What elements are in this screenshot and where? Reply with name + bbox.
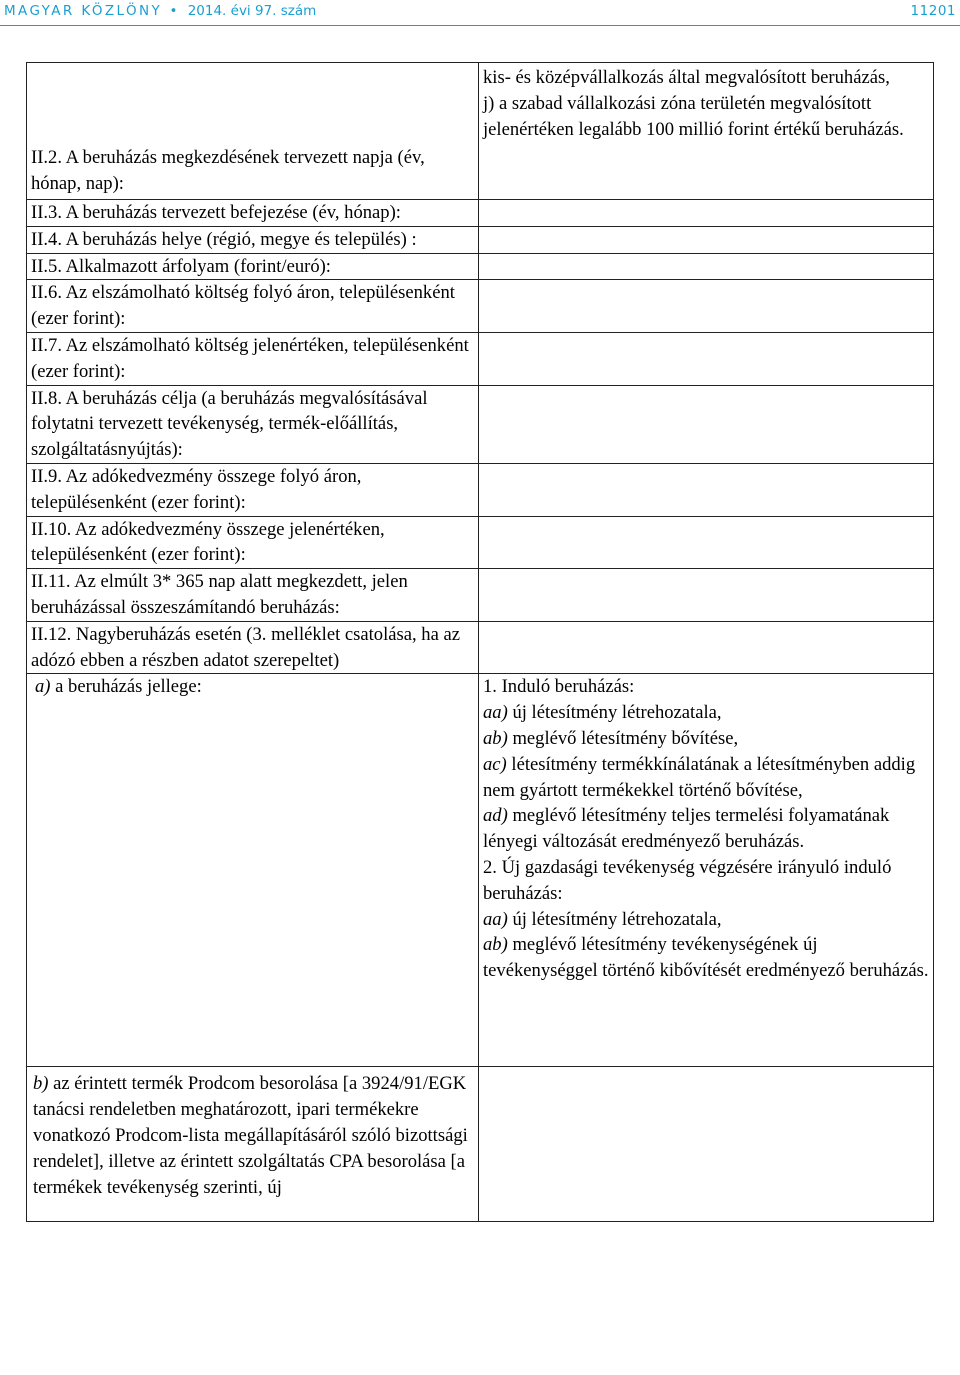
item-text: a beruházás jellege:	[50, 676, 202, 698]
form-label-cell	[27, 621, 479, 674]
form-value-cell[interactable]	[479, 569, 934, 622]
field-label-jellege	[31, 674, 474, 700]
item-text: 1. Induló beruházás:	[483, 676, 635, 698]
item-marker: aa)	[483, 702, 508, 724]
field-label-ii8: II.8. A beruházás célja (a beruházás megvalósításával folytatni tervezett tevékenység, termék-előállítás, szolgáltatásnyújtás):	[31, 387, 428, 461]
item-text: új létesítmény létrehozatala,	[507, 908, 722, 930]
table-row	[27, 463, 934, 516]
form-value-cell[interactable]	[479, 226, 934, 253]
field-label-prodcom	[31, 1071, 474, 1200]
list-item	[483, 726, 929, 752]
table-row	[27, 280, 934, 333]
list-item	[483, 932, 929, 984]
item-text: az érintett termék Prodcom besorolása [a 3924/91/EGK tanácsi rendeletben meghatározott, ipari termékekre vonatkozó Prodcom-lista megállapításáról szóló bizottsági rendelet], illetve az érintett szolgáltatás CPA besorolása [a termékek tevékenység szerinti, új	[33, 1073, 468, 1198]
form-value-cell[interactable]	[479, 280, 934, 333]
form-label-cell	[27, 1067, 479, 1222]
form-label-cell	[27, 200, 479, 227]
field-label-ii9: II.9. Az adókedvezmény összege folyó áron, településenként (ezer forint):	[31, 465, 362, 513]
list-item	[483, 752, 929, 804]
table-row	[27, 674, 934, 1067]
header-divider	[0, 25, 960, 26]
form-value-cell[interactable]	[479, 253, 934, 280]
page-header	[0, 0, 960, 26]
form-label-cell	[27, 63, 479, 200]
form-value-cell[interactable]	[479, 621, 934, 674]
form-value-cell[interactable]	[479, 200, 934, 227]
table-row	[27, 226, 934, 253]
journal-issue	[4, 3, 316, 19]
item-marker: ab)	[483, 727, 508, 749]
journal-title: MAGYAR KÖZLÖNY	[4, 3, 163, 19]
form-value-cell[interactable]	[479, 516, 934, 569]
field-label-ii10: II.10. Az adókedvezmény összege jelenértéken, településenként (ezer forint):	[31, 518, 385, 566]
form-value-cell[interactable]	[479, 1067, 934, 1222]
list-item	[483, 700, 929, 726]
item-text: új létesítmény létrehozatala,	[507, 702, 722, 724]
form-label-cell	[27, 463, 479, 516]
item-marker: aa)	[483, 908, 508, 930]
field-label-ii3: II.3. A beruházás tervezett befejezése (év, hónap):	[31, 202, 401, 223]
item-text: 2. Új gazdasági tevékenység végzésére irányuló induló beruházás:	[483, 856, 892, 904]
field-label-ii2: II.2. A beruházás megkezdésének tervezett napja (év, hónap, nap):	[31, 147, 425, 195]
field-label-ii12: II.12. Nagyberuházás esetén (3. melléklet csatolása, ha az adózó ebben a részben adatot szerepeltet)	[31, 623, 461, 671]
list-item	[483, 674, 929, 700]
table-row	[27, 569, 934, 622]
field-label-ii5: II.5. Alkalmazott árfolyam (forint/euró):	[31, 255, 331, 277]
field-label-ii7: II.7. Az elszámolható költség jelenértéken, településenként (ezer forint):	[31, 334, 469, 382]
item-text: létesítmény termékkínálatának a létesítményben addig nem gyártott termékekkel történő bővítése,	[483, 753, 916, 801]
form-value-cell	[479, 674, 934, 1067]
list-item: kis- és középvállalkozás által megvalósított beruházás,	[483, 67, 890, 88]
list-item	[483, 907, 929, 933]
table-row	[27, 385, 934, 463]
item-marker: ad)	[483, 805, 508, 827]
table-row	[27, 253, 934, 280]
issue-label: 2014. évi 97. szám	[187, 3, 317, 19]
form-label-cell	[27, 674, 479, 1067]
form-label-cell	[27, 516, 479, 569]
table-row	[27, 621, 934, 674]
item-marker: ac)	[483, 753, 507, 775]
field-label-ii6: II.6. Az elszámolható költség folyó áron, településenként (ezer forint):	[31, 282, 455, 330]
form-label-cell	[27, 569, 479, 622]
form-value-cell[interactable]	[479, 463, 934, 516]
list-item	[483, 803, 929, 855]
table-row	[27, 200, 934, 227]
form-value-cell[interactable]	[479, 385, 934, 463]
field-label-ii11: II.11. Az elmúlt 3* 365 nap alatt megkezdett, jelen beruházással összeszámítandó beruházás:	[31, 571, 408, 618]
item-text: meglévő létesítmény bővítése,	[507, 727, 739, 749]
form-value-cell	[479, 63, 934, 200]
form-value-cell[interactable]	[479, 332, 934, 385]
item-text: meglévő létesítmény tevékenységének új tevékenységgel történő kibővítését eredményező beruházás.	[483, 934, 929, 982]
field-label-ii4: II.4. A beruházás helye (régió, megye és település) :	[31, 228, 417, 250]
item-marker: a)	[35, 676, 51, 698]
form-label-cell	[27, 280, 479, 333]
table-row	[27, 332, 934, 385]
table-row	[27, 516, 934, 569]
item-marker: b)	[33, 1073, 49, 1095]
form-label-cell	[27, 226, 479, 253]
table-row	[27, 1067, 934, 1222]
form-label-cell	[27, 332, 479, 385]
form-table	[26, 62, 934, 1222]
page-number: 11201	[910, 3, 956, 19]
list-item	[483, 855, 929, 907]
form-label-cell	[27, 253, 479, 280]
table-row	[27, 63, 934, 200]
item-marker: ab)	[483, 934, 508, 956]
bullet-separator: •	[169, 3, 178, 19]
form-label-cell	[27, 385, 479, 463]
list-item: j) a szabad vállalkozási zóna területén megvalósított jelenértéken legalább 100 millió forint értékű beruházás.	[483, 92, 904, 140]
item-text: meglévő létesítmény teljes termelési folyamatának lényegi változását eredményező beruházás.	[483, 805, 890, 853]
